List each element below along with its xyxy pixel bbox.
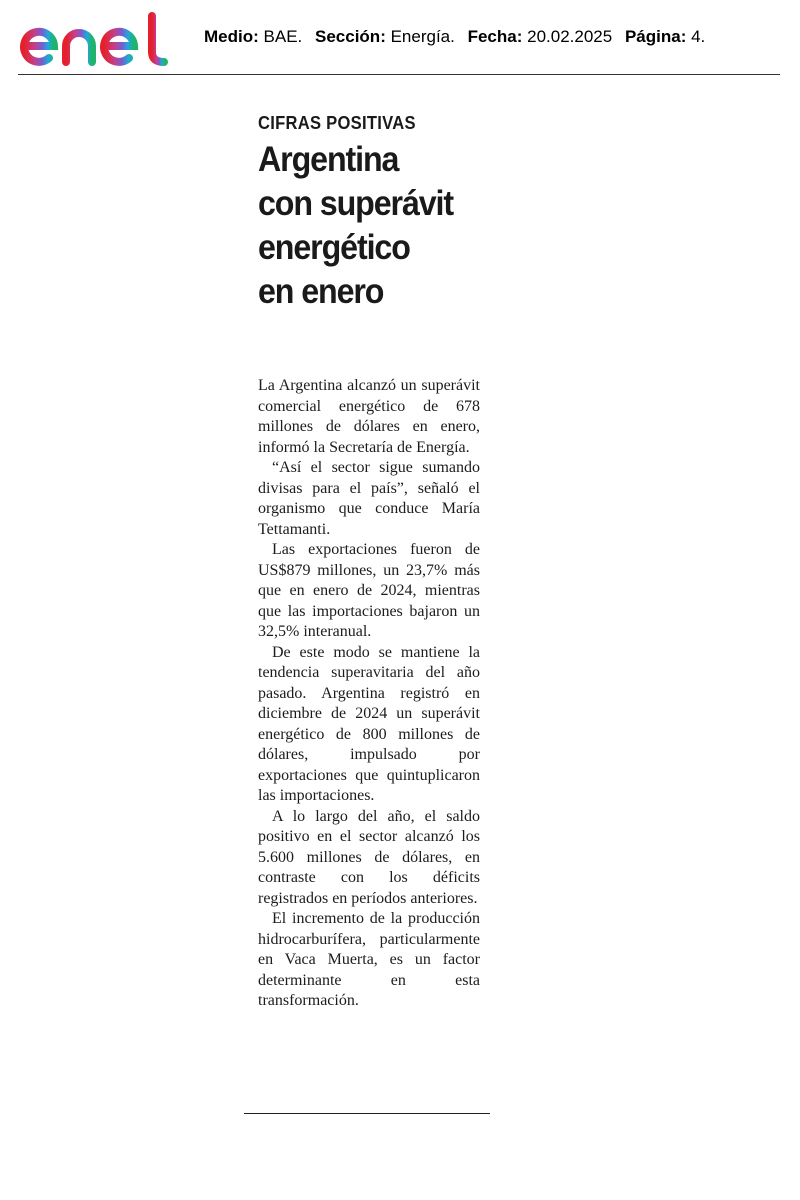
medio-label: Medio: bbox=[204, 27, 259, 46]
article-headline bbox=[258, 138, 479, 314]
enel-logo bbox=[18, 12, 170, 68]
headline-line: en enero bbox=[258, 272, 384, 311]
article-body bbox=[258, 376, 480, 1012]
headline-line: con superávit bbox=[258, 184, 454, 223]
article-paragraph: Las exportaciones fueron de US$879 millones, un 23,7% más que en enero de 2024, mientras que las importaciones bajaron un 32,5% interanual. bbox=[258, 541, 480, 640]
seccion-value: Energía. bbox=[390, 27, 455, 46]
article-paragraph: De este modo se mantiene la tendencia superavitaria del año pasado. Argentina registró en diciembre de 2024 un superávit energético de 800 millones de dólares, impulsado por exportaciones que quintuplicaron las importaciones. bbox=[258, 643, 480, 804]
seccion-label: Sección: bbox=[315, 27, 386, 46]
headline-line: Argentina bbox=[258, 140, 399, 179]
article-paragraph: “Así el sector sigue sumando divisas para el país”, señaló el organismo que conduce María Tettamanti. bbox=[258, 459, 480, 538]
article-paragraph: El incremento de la producción hidrocarburífera, particularmente en Vaca Muerta, es un factor determinante en esta transformación. bbox=[258, 910, 480, 1009]
pagina-value: 4. bbox=[691, 27, 706, 46]
fecha-label: Fecha: bbox=[467, 27, 523, 46]
medio-value: BAE. bbox=[263, 27, 303, 46]
pagina-label: Página: bbox=[624, 27, 687, 46]
header-divider bbox=[18, 74, 780, 75]
article-paragraph: A lo largo del año, el saldo positivo en el sector alcanzó los 5.600 millones de dólares, en contraste con los déficits registrados en períodos anteriores. bbox=[258, 807, 480, 907]
enel-logo-graphic bbox=[18, 12, 170, 68]
fecha-value: 20.02.2025 bbox=[527, 27, 613, 46]
article-paragraph: La Argentina alcanzó un superávit comercial energético de 678 millones de dólares en enero, informó la Secretaría de Energía. bbox=[258, 377, 480, 456]
article-end-rule bbox=[244, 1113, 490, 1114]
headline-line: energético bbox=[258, 228, 410, 267]
article-kicker: CIFRAS POSITIVAS bbox=[258, 113, 416, 133]
clipping-metadata bbox=[204, 27, 705, 47]
